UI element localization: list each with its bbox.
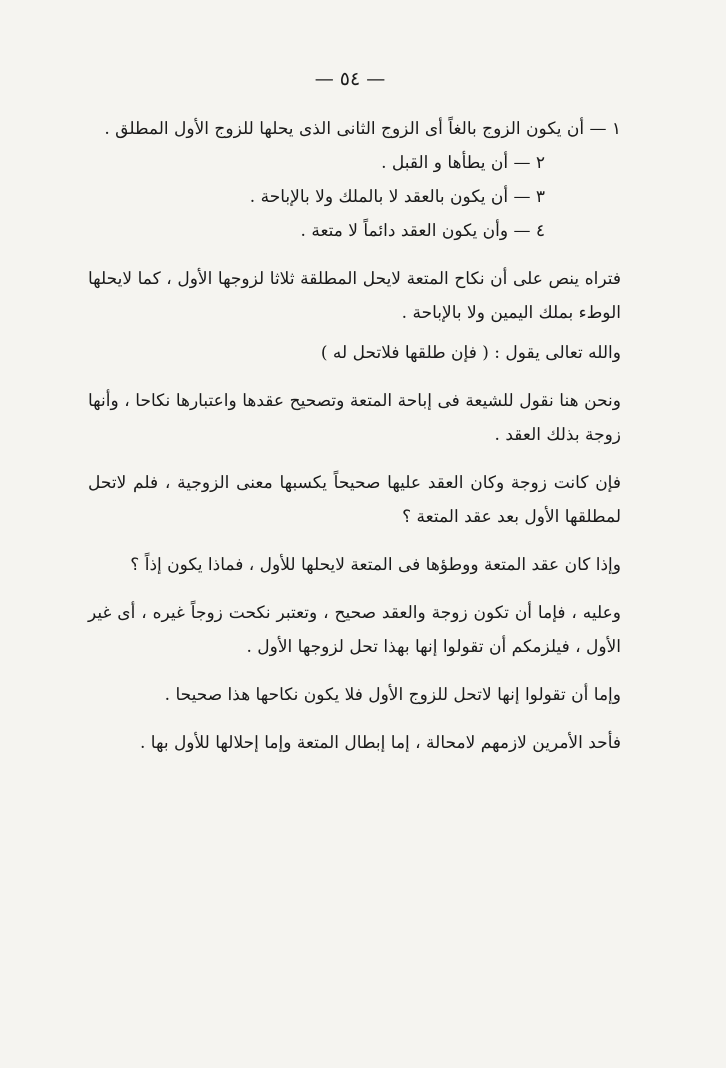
paragraph-2: ونحن هنا نقول للشيعة فى إباحة المتعة وتصحيح عقدها واعتبارها نكاحا ، وأنها زوجة بذلك العقد . [88, 391, 621, 445]
paragraph-5: وعليه ، فإما أن تكون زوجة والعقد صحيح ، وتعتبر نكحت زوجاً غيره ، أى غير الأول ، فيلزمكم أن تقولوا إنها بهذا تحل لزوجها الأول . [88, 603, 621, 657]
condition-4: ٤ — وأن يكون العقد دائماً لا متعة . [300, 221, 545, 241]
paragraph-7: فأحد الأمرين لازمهم لامحالة ، إما إبطال المتعة وإما إحلالها للأول بها . [140, 733, 621, 753]
condition-1: ١ — أن يكون الزوج بالغاً أى الزوج الثانى الذى يحلها للزوج الأول المطلق . [104, 119, 621, 139]
page-number: — ٥٤ — [314, 68, 386, 90]
paragraph-6: وإما أن تقولوا إنها لاتحل للزوج الأول فلا يكون نكاحها هذا صحيحا . [164, 685, 621, 705]
paragraph-4: وإذا كان عقد المتعة ووطؤها فى المتعة لايحلها للأول ، فماذا يكون إذاً ؟ [130, 555, 621, 575]
page-body [88, 112, 633, 760]
quran-quote: والله تعالى يقول : ( فإن طلقها فلاتحل له ) [320, 343, 621, 363]
paragraph-3: فإن كانت زوجة وكان العقد عليها صحيحاً يكسبها معنى الزوجية ، فلم لاتحل لمطلقها الأول بعد عقد المتعة ؟ [88, 473, 621, 527]
condition-3: ٣ — أن يكون بالعقد لا بالملك ولا بالإباحة . [249, 187, 545, 207]
condition-2: ٢ — أن يطأها و القبل . [381, 153, 545, 173]
paragraph-1: فتراه ينص على أن نكاح المتعة لايحل المطلقة ثلاثا لزوجها الأول ، كما لايحلها الوطء بملك اليمين ولا بالإباحة . [88, 269, 621, 323]
